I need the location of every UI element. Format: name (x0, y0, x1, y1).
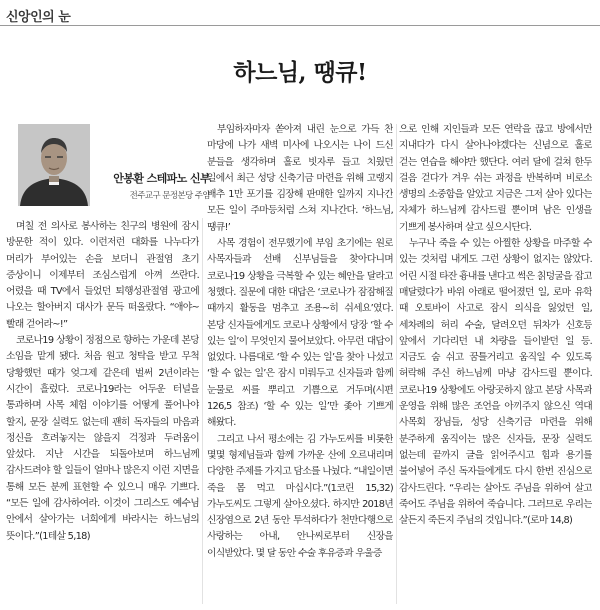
body-column-3 (399, 122, 592, 606)
section-label: 신앙인의 눈 (6, 10, 71, 25)
paragraph: 며칠 전 의사로 봉사하는 친구의 병원에 잠시 방문한 적이 있다. 이런저런 대화를 나누다가 머리가 부어있는 손을 보더니 관절염 초기 증상이니 이제부터 조심스럽게 아껴 쓰란다. 어렸을 때 TV에서 들었던 퇴행성관절염 광고에 나오는 할아버지 대사가 문득 떠올랐다. “애야~ 빨래 걷어라~!” (6, 221, 199, 330)
paragraph: 사목 경험이 전무했기에 부임 초기에는 원로 사목자들과 선배 신부님들을 찾아다니며 코로나19 상황을 극복할 수 있는 혜안을 달라고 청했다. 질문에 대한 대답은 ‘코로나가 잠잠해질 때까지 활동을 멈추고 조용~히 쉬세요’였다. 본당 신자들에게도 코로나 상황에서 당장 ‘할 수 있는 일’이 무엇인지 물어보았다. 아무런 대답이 없었다. 나름대로 ‘할 수 있는 일’을 찾아 나섰고 ‘할 수 없는 일’은 잠시 미뤄두고 신자들과 함께 눈물로 씨를 뿌리고 기쁨으로 거두며(시편 126,5 참조) ‘할 수 있는 일’만 좇아 기쁘게 해왔다. (207, 238, 393, 429)
body-column-1 (6, 219, 199, 606)
author-title: 전주교구 문정본당 주임 (129, 191, 210, 201)
body-column-2 (207, 122, 393, 606)
paragraph: 누구나 죽을 수 있는 아찔한 상황을 마주할 수 있는 것처럼 내게도 그런 상황이 없지는 않았다. 어린 시절 타잔 흉내를 낸다고 썩은 칡덩굴을 잡고 매달렸다가 바위 아래로 떨어졌던 일, 로마 유학 때 오토바이 사고로 잠시 의식을 잃었던 일, 세차례의 허리 수술, 달려오던 뒤차가 신호등 앞에서 기다리던 내 차량을 들이받던 일 등. 지금도 숨 쉬고 꿈틀거리고 움직일 수 있도록 허락해 주신 하느님께 마냥 감사드릴 뿐이다. 코로나19 상황에도 아랑곳하지 않고 본당 사목과 운영을 위해 많은 조언을 아끼주지 않으신 역대 사목회 장님들, 성당 신축기금 마련을 위해 분주하게 움직이는 많은 신자들, 문장 실력도 없는데 끝까지 글을 읽어주시고 힘과 용기를 불어넣어 주신 독자들에게도 다시 한번 진심으로 감사드린다. “우리는 살아도 주님을 위하여 살고 죽어도 주님을 위하여 죽습니다. 그러므로 우리는 살든지 죽든지 주님의 것입니다.”(로마 14,8) (399, 238, 592, 527)
column-divider (396, 124, 397, 604)
author-name: 안봉환 스테파노 신부 (113, 172, 210, 185)
column-divider (202, 218, 203, 604)
header-divider (0, 25, 600, 26)
paragraph: 코로나19 상황이 정점으로 향하는 가운데 본당 소임을 맡게 됐다. 처음 원고 청탁을 받고 무척 당황했던 때가 엊그제 같은데 벌써 2년이라는 시간이 흘렀다. 코로나19라는 어두운 터널을 통과하며 사목 체험 이야기를 어떻게 풀어나야 할지, 문장 실력도 없는데 괜히 독자들의 마음과 정신을 흐려놓지는 않을지 걱정과 두려움이 앞섰다. 지난 시간을 되돌아보며 하느님께 감사드려야 할 일들이 얼마나 많은지 이런 지면을 통해 모든 분께 표현할 수 있으니 매우 기쁘다. “모든 일에 감사하여라. 이것이 그리스도 예수님 안에서 살아가는 너희에게 바라시는 하느님의 뜻이다.”(1테살 5,18) (6, 335, 199, 542)
paragraph: 으로 인해 지인들과 모든 연락을 끊고 방에서만 지내다가 다시 살아나야겠다는 신념으로 홀로 걷는 연습을 해야만 했단다. 여러 달에 걸쳐 한두 걸음 걷다가 겨우 쉬는 과정을 반복하며 비로소 생명의 소중함을 알았고 지금은 그저 살아 있다는 자체가 하느님께 감사드릴 뿐이며 남은 인생을 기쁘게 봉사하며 살고 싶으시단다. (399, 124, 592, 233)
paragraph: 부임하자마자 쏟아져 내린 눈으로 가득 찬 마당에 나가 새벽 미사에 나오시는 나이 드신 분들을 생각하며 홀로 빗자루 들고 치웠던 일에서 최근 성당 신축기금 마련을 위해 고랭지 배추 1만 포기를 김장해 판매한 일까지 지나간 모든 일이 주마등처럼 스쳐 지나간다. ‘하느님, 땡큐!’ (207, 124, 393, 233)
author-photo (18, 124, 90, 206)
article-title: 하느님, 땡큐! (233, 59, 367, 86)
paragraph: 그리고 나서 평소에는 김 가누도씨를 비롯한 몇몇 형제님들과 함께 가까운 산에 오르내리며 다양한 주제를 가지고 담소를 나눴다. “내일이면 죽을 몸 먹고 마십시다.”(1코린 15,32) 가누도씨도 그렇게 살아오셨다. 하지만 2018년 신장염으로 2년 동안 투석하다가 천만다행으로 사랑하는 아내, 안나씨로부터 신장을 이식받았다. 몇 달 동안 수술 후유증과 우울증 (207, 433, 393, 559)
author-byline (92, 170, 210, 201)
